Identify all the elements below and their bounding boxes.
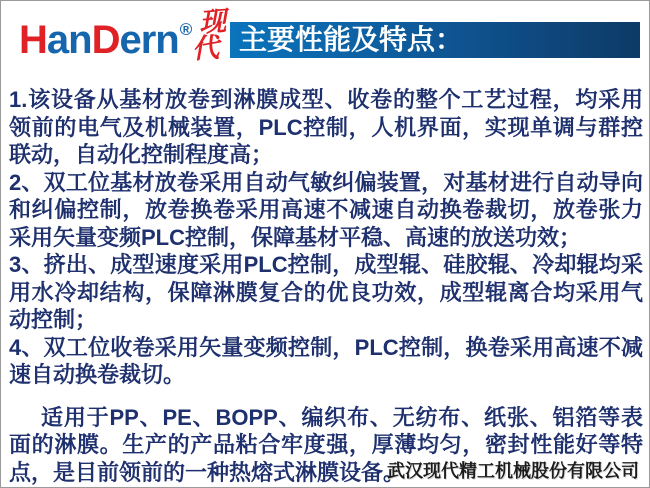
feature-item-2: 2、双工位基材放卷采用自动气敏纠偏装置，对基材进行自动导向和纠偏控制，放卷换卷采用高速不减速自动换卷裁切，放卷张力采用矢量变频PLC控制，保障基材平稳、高速的放送功效； (9, 169, 643, 250)
page-title: 主要性能及特点： (239, 25, 464, 56)
handern-logo (19, 19, 191, 69)
company-name: 武汉现代精工机械股份有限公司 (387, 461, 639, 481)
logo-mark-char-top: 现 (198, 5, 228, 38)
logo-letter-d: D (91, 18, 120, 62)
logo-chinese-mark (190, 5, 229, 65)
section-title-banner (230, 22, 640, 58)
feature-list (9, 86, 643, 486)
logo-mark-char-bottom: 代 (190, 32, 220, 65)
feature-item-4: 4、双工位收卷采用矢量变频控制，PLC控制，换卷采用高速不减速自动换卷裁切。 (9, 334, 643, 387)
application-paragraph: 适用于PP、PE、BOPP、编织布、无纺布、纸张、铝箔等表面的淋膜。生产的产品粘合牢度强，厚薄均匀，密封性能好等特点，是目前领前的一种热熔式淋膜设备。 (9, 404, 643, 485)
feature-item-1: 1.该设备从基材放卷到淋膜成型、收卷的整个工艺过程，均采用领前的电气及机械装置，PLC控制，人机界面，实现单调与群控联动，自动化控制程度高； (9, 87, 643, 167)
logo-letter-h: H (19, 18, 47, 62)
registered-trademark-icon: ® (179, 20, 193, 39)
logo-letters-ern: ern (119, 18, 179, 62)
logo-letters-an: an (46, 18, 92, 62)
feature-item-3: 3、挤出、成型速度采用PLC控制，成型辊、硅胶辊、冷却辊均采用水冷却结构，保障淋膜复合的优良功效，成型辊离合均采用气动控制； (9, 252, 643, 332)
